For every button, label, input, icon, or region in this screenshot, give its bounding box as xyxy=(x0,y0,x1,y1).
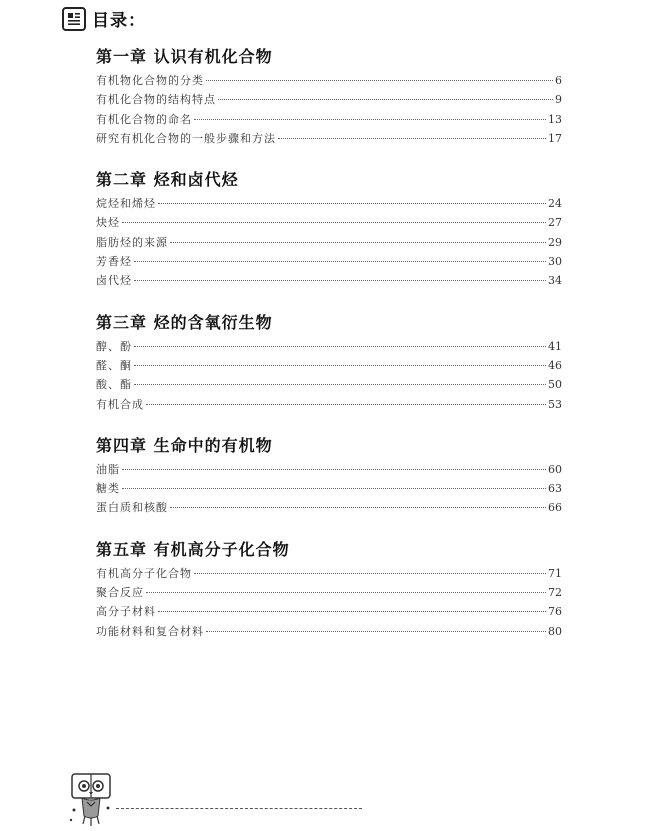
toc-entry-label: 醇、酚 xyxy=(96,339,132,353)
owl-reading-book-icon xyxy=(68,772,114,828)
chapter-section xyxy=(96,537,562,642)
toc-entry-label: 高分子材料 xyxy=(96,605,156,619)
chapter-section xyxy=(96,167,562,291)
toc-entry-page: 6 xyxy=(555,74,562,87)
toc-entry[interactable] xyxy=(96,72,562,91)
toc-entry-page: 76 xyxy=(548,605,562,619)
toc-entry[interactable] xyxy=(96,253,562,272)
toc-entry-label: 糖类 xyxy=(96,482,120,496)
dot-leader xyxy=(194,119,546,120)
chapter-section xyxy=(96,44,562,149)
book-icon xyxy=(62,7,86,31)
toc-entry-label: 有机化合物的命名 xyxy=(96,112,192,126)
dot-leader xyxy=(218,99,553,100)
toc-entry[interactable] xyxy=(96,623,562,642)
toc-entry-label: 有机高分子化合物 xyxy=(96,566,192,580)
toc-entry[interactable] xyxy=(96,357,562,376)
toc-entry-page: 46 xyxy=(548,358,562,372)
chapter-title: 第四章 生命中的有机物 xyxy=(96,435,273,455)
toc-entry[interactable] xyxy=(96,480,562,499)
toc-entry-label: 油脂 xyxy=(96,462,120,476)
dot-leader xyxy=(122,222,546,223)
chapter-section xyxy=(96,310,562,415)
toc-entry[interactable] xyxy=(96,130,562,149)
toc-entry-label: 有机合成 xyxy=(96,397,144,411)
toc-entry-page: 27 xyxy=(548,216,562,230)
dot-leader xyxy=(134,261,546,262)
toc-entry-page: 60 xyxy=(548,462,562,476)
dot-leader xyxy=(134,346,546,347)
toc-entry[interactable] xyxy=(96,195,562,214)
toc-entry[interactable] xyxy=(96,584,562,603)
page-footer xyxy=(68,772,368,828)
toc-entry-page: 53 xyxy=(548,397,562,411)
dot-leader xyxy=(278,138,546,139)
toc-entry[interactable] xyxy=(96,234,562,253)
toc-entry-page: 24 xyxy=(548,197,562,211)
toc-entry-label: 脂肪烃的来源 xyxy=(96,235,168,249)
dot-leader xyxy=(122,488,546,489)
toc-entry[interactable] xyxy=(96,111,562,130)
dot-leader xyxy=(206,80,553,81)
chapter-title: 第五章 有机高分子化合物 xyxy=(96,539,290,559)
toc-entry-page: 29 xyxy=(548,235,562,249)
dot-leader xyxy=(170,242,546,243)
toc-entry-label: 烷烃和烯烃 xyxy=(96,197,156,211)
chapter-title: 第三章 烃的含氧衍生物 xyxy=(96,312,273,332)
toc-entry-page: 72 xyxy=(548,586,562,600)
chapter-section xyxy=(96,433,562,519)
toc-entry-page: 66 xyxy=(548,501,562,515)
toc-entry-page: 30 xyxy=(548,255,562,269)
toc-entry-label: 卤代烃 xyxy=(96,274,132,288)
toc-entry-label: 炔烃 xyxy=(96,216,120,230)
toc-header xyxy=(62,6,146,31)
toc-entry[interactable] xyxy=(96,565,562,584)
toc-entry-label: 醛、酮 xyxy=(96,358,132,372)
toc-entry-label: 酸、酯 xyxy=(96,378,132,392)
toc-entry[interactable] xyxy=(96,338,562,357)
dot-leader xyxy=(146,592,546,593)
toc-entry-page: 50 xyxy=(548,378,562,392)
table-of-contents xyxy=(96,44,562,660)
toc-entry-page: 13 xyxy=(548,112,562,126)
toc-entry[interactable] xyxy=(96,214,562,233)
toc-entry-page: 9 xyxy=(555,93,562,107)
dot-leader xyxy=(194,573,546,574)
toc-entry-label: 聚合反应 xyxy=(96,586,144,600)
toc-entry-page: 80 xyxy=(548,624,562,638)
dot-leader xyxy=(122,469,546,470)
dot-leader xyxy=(158,611,546,612)
toc-entry-label: 有机物化合物的分类 xyxy=(96,74,204,87)
toc-entry-label: 蛋白质和核酸 xyxy=(96,501,168,515)
toc-entry-label: 芳香烃 xyxy=(96,255,132,269)
toc-entry[interactable] xyxy=(96,396,562,415)
footer-divider xyxy=(116,808,362,809)
toc-entry[interactable] xyxy=(96,603,562,622)
toc-entry-page: 41 xyxy=(548,339,562,353)
toc-entry-label: 研究有机化合物的一般步骤和方法 xyxy=(96,131,276,145)
dot-leader xyxy=(158,203,546,204)
toc-entry-page: 17 xyxy=(548,131,562,145)
toc-entry[interactable] xyxy=(96,461,562,480)
toc-entry-label: 有机化合物的结构特点 xyxy=(96,93,216,107)
dot-leader xyxy=(134,280,546,281)
toc-entry[interactable] xyxy=(96,499,562,518)
toc-entry-page: 34 xyxy=(548,274,562,288)
toc-entry-label: 功能材料和复合材料 xyxy=(96,624,204,638)
toc-entry-page: 63 xyxy=(548,482,562,496)
chapter-title: 第一章 认识有机化合物 xyxy=(96,47,273,66)
dot-leader xyxy=(134,384,546,385)
toc-entry[interactable] xyxy=(96,272,562,291)
toc-entry[interactable] xyxy=(96,376,562,395)
toc-entry-page: 71 xyxy=(548,566,562,580)
chapter-title: 第二章 烃和卤代烃 xyxy=(96,170,239,190)
dot-leader xyxy=(146,404,546,405)
toc-title: 目录： xyxy=(92,11,146,31)
dot-leader xyxy=(134,365,546,366)
dot-leader xyxy=(206,631,546,632)
dot-leader xyxy=(170,507,546,508)
toc-entry[interactable] xyxy=(96,91,562,110)
